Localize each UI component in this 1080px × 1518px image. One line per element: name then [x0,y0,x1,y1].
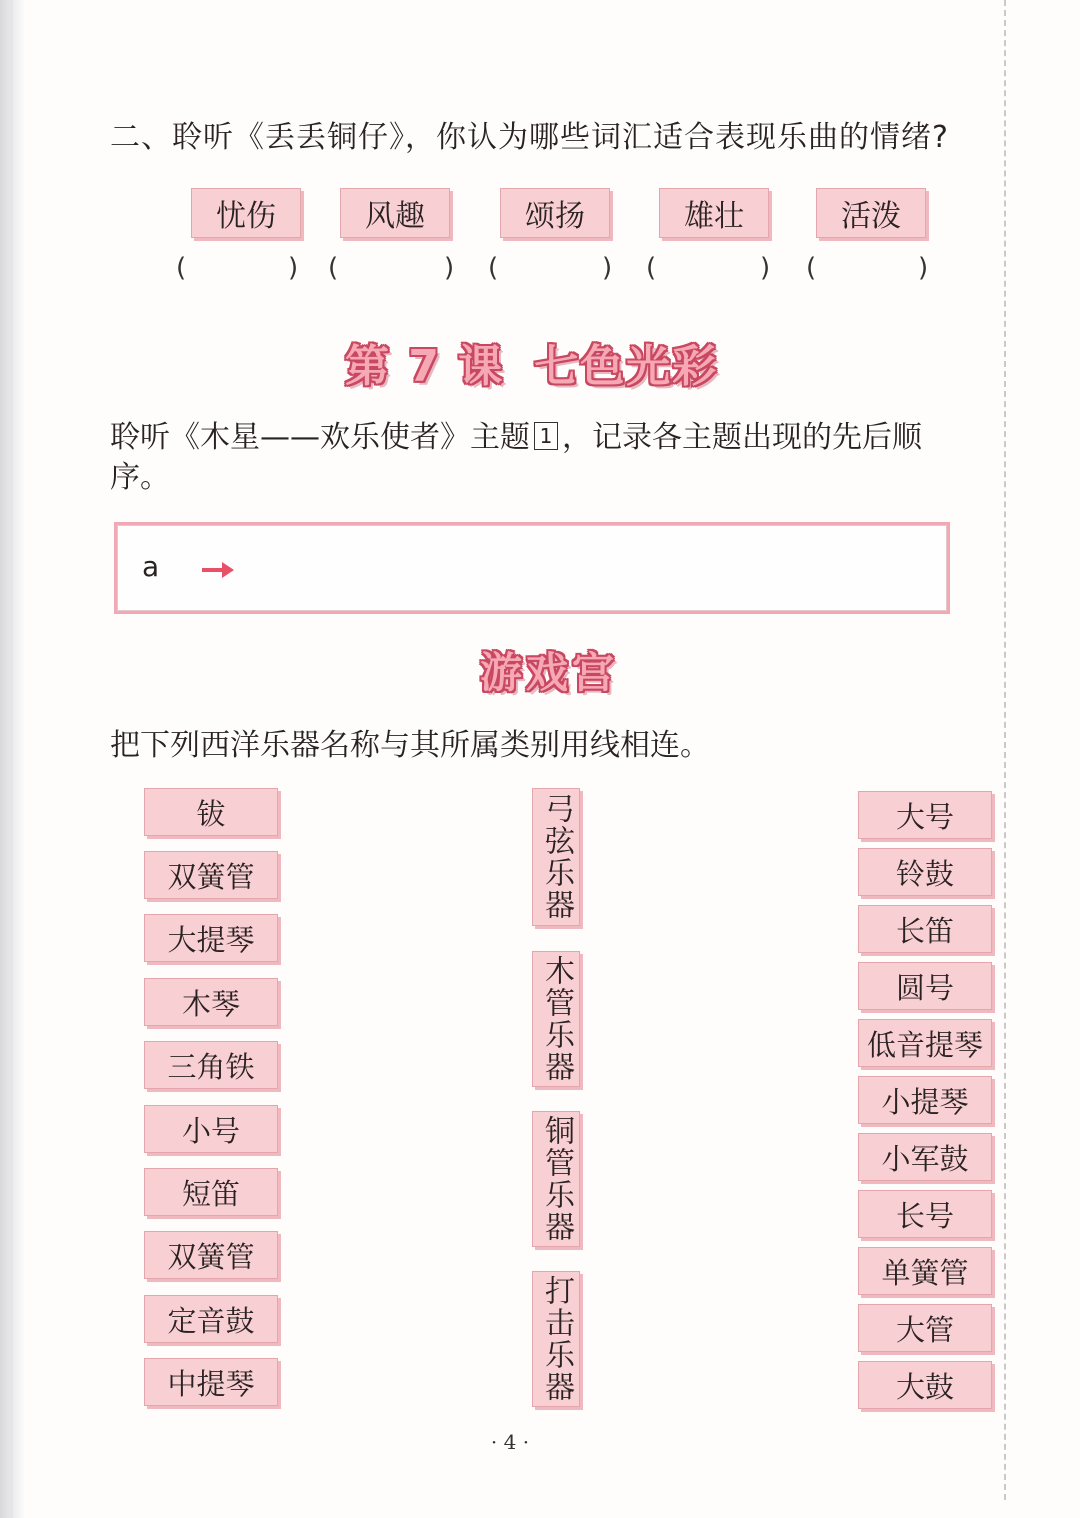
instrument-tag[interactable]: 双簧管 [144,1231,278,1279]
page-number: · 4 · [490,1430,530,1454]
instrument-tag[interactable]: 钹 [144,788,278,836]
order-start-label: a [142,550,160,583]
instrument-tag[interactable]: 木琴 [144,978,278,1026]
category-tag[interactable]: 打击乐器 [532,1271,580,1407]
lesson-number: 第 7 课 [345,341,505,392]
instruction-text: ，记录各主题出现的先后顺序。 [110,420,922,495]
instrument-tag[interactable]: 圆号 [858,962,992,1010]
blank-open: ( [806,253,817,283]
blank-open: ( [488,253,499,283]
instrument-tag[interactable]: 大管 [858,1304,992,1352]
instrument-tag[interactable]: 长笛 [858,905,992,953]
game-section-title: 游戏宫 [480,648,619,697]
instrument-tag[interactable]: 大号 [858,791,992,839]
listening-instruction [110,418,970,498]
question-title: 二、聆听《丢丢铜仔》，你认为哪些词汇适合表现乐曲的情绪? [110,120,949,155]
mood-option[interactable]: 颂扬 [500,188,610,238]
blank-close: ) [602,253,613,283]
instrument-tag[interactable]: 小提琴 [858,1076,992,1124]
instrument-tag[interactable]: 小军鼓 [858,1133,992,1181]
blank-close: ) [288,253,299,283]
instrument-tag[interactable]: 铃鼓 [858,848,992,896]
blank-open: ( [646,253,657,283]
mood-option[interactable]: 忧伤 [191,188,301,238]
instrument-tag[interactable]: 定音鼓 [144,1295,278,1343]
instrument-tag[interactable]: 短笛 [144,1168,278,1216]
category-tag[interactable]: 木管乐器 [532,951,580,1087]
instrument-tag[interactable]: 低音提琴 [858,1019,992,1067]
category-tag[interactable]: 铜管乐器 [532,1111,580,1247]
lesson-name: 七色光彩 [534,341,719,392]
category-tag[interactable]: 弓弦乐器 [532,788,580,926]
theme-number-box: 1 [534,422,558,450]
lesson-heading [345,330,718,394]
instrument-tag[interactable]: 中提琴 [144,1358,278,1406]
blank-close: ) [444,253,455,283]
mood-option[interactable]: 雄壮 [659,188,769,238]
instrument-tag[interactable]: 长号 [858,1190,992,1238]
instrument-tag[interactable]: 大提琴 [144,914,278,962]
right-arrow-icon [200,559,236,581]
instrument-tag[interactable]: 小号 [144,1105,278,1153]
blank-close: ) [760,253,771,283]
instruction-text: 聆听《木星——欢乐使者》主题 [110,420,530,455]
instrument-tag[interactable]: 大鼓 [858,1361,992,1409]
mood-option[interactable]: 风趣 [340,188,450,238]
instrument-tag[interactable]: 三角铁 [144,1041,278,1089]
cut-line [1004,0,1006,1500]
page-binding-shadow [10,0,13,1518]
instrument-tag[interactable]: 双簧管 [144,851,278,899]
blank-open: ( [176,253,187,283]
mood-option[interactable]: 活泼 [816,188,926,238]
matching-instruction: 把下列西洋乐器名称与其所属类别用线相连。 [110,728,710,763]
blank-close: ) [918,253,929,283]
blank-open: ( [328,253,339,283]
order-answer-box[interactable] [114,522,950,614]
instrument-tag[interactable]: 单簧管 [858,1247,992,1295]
